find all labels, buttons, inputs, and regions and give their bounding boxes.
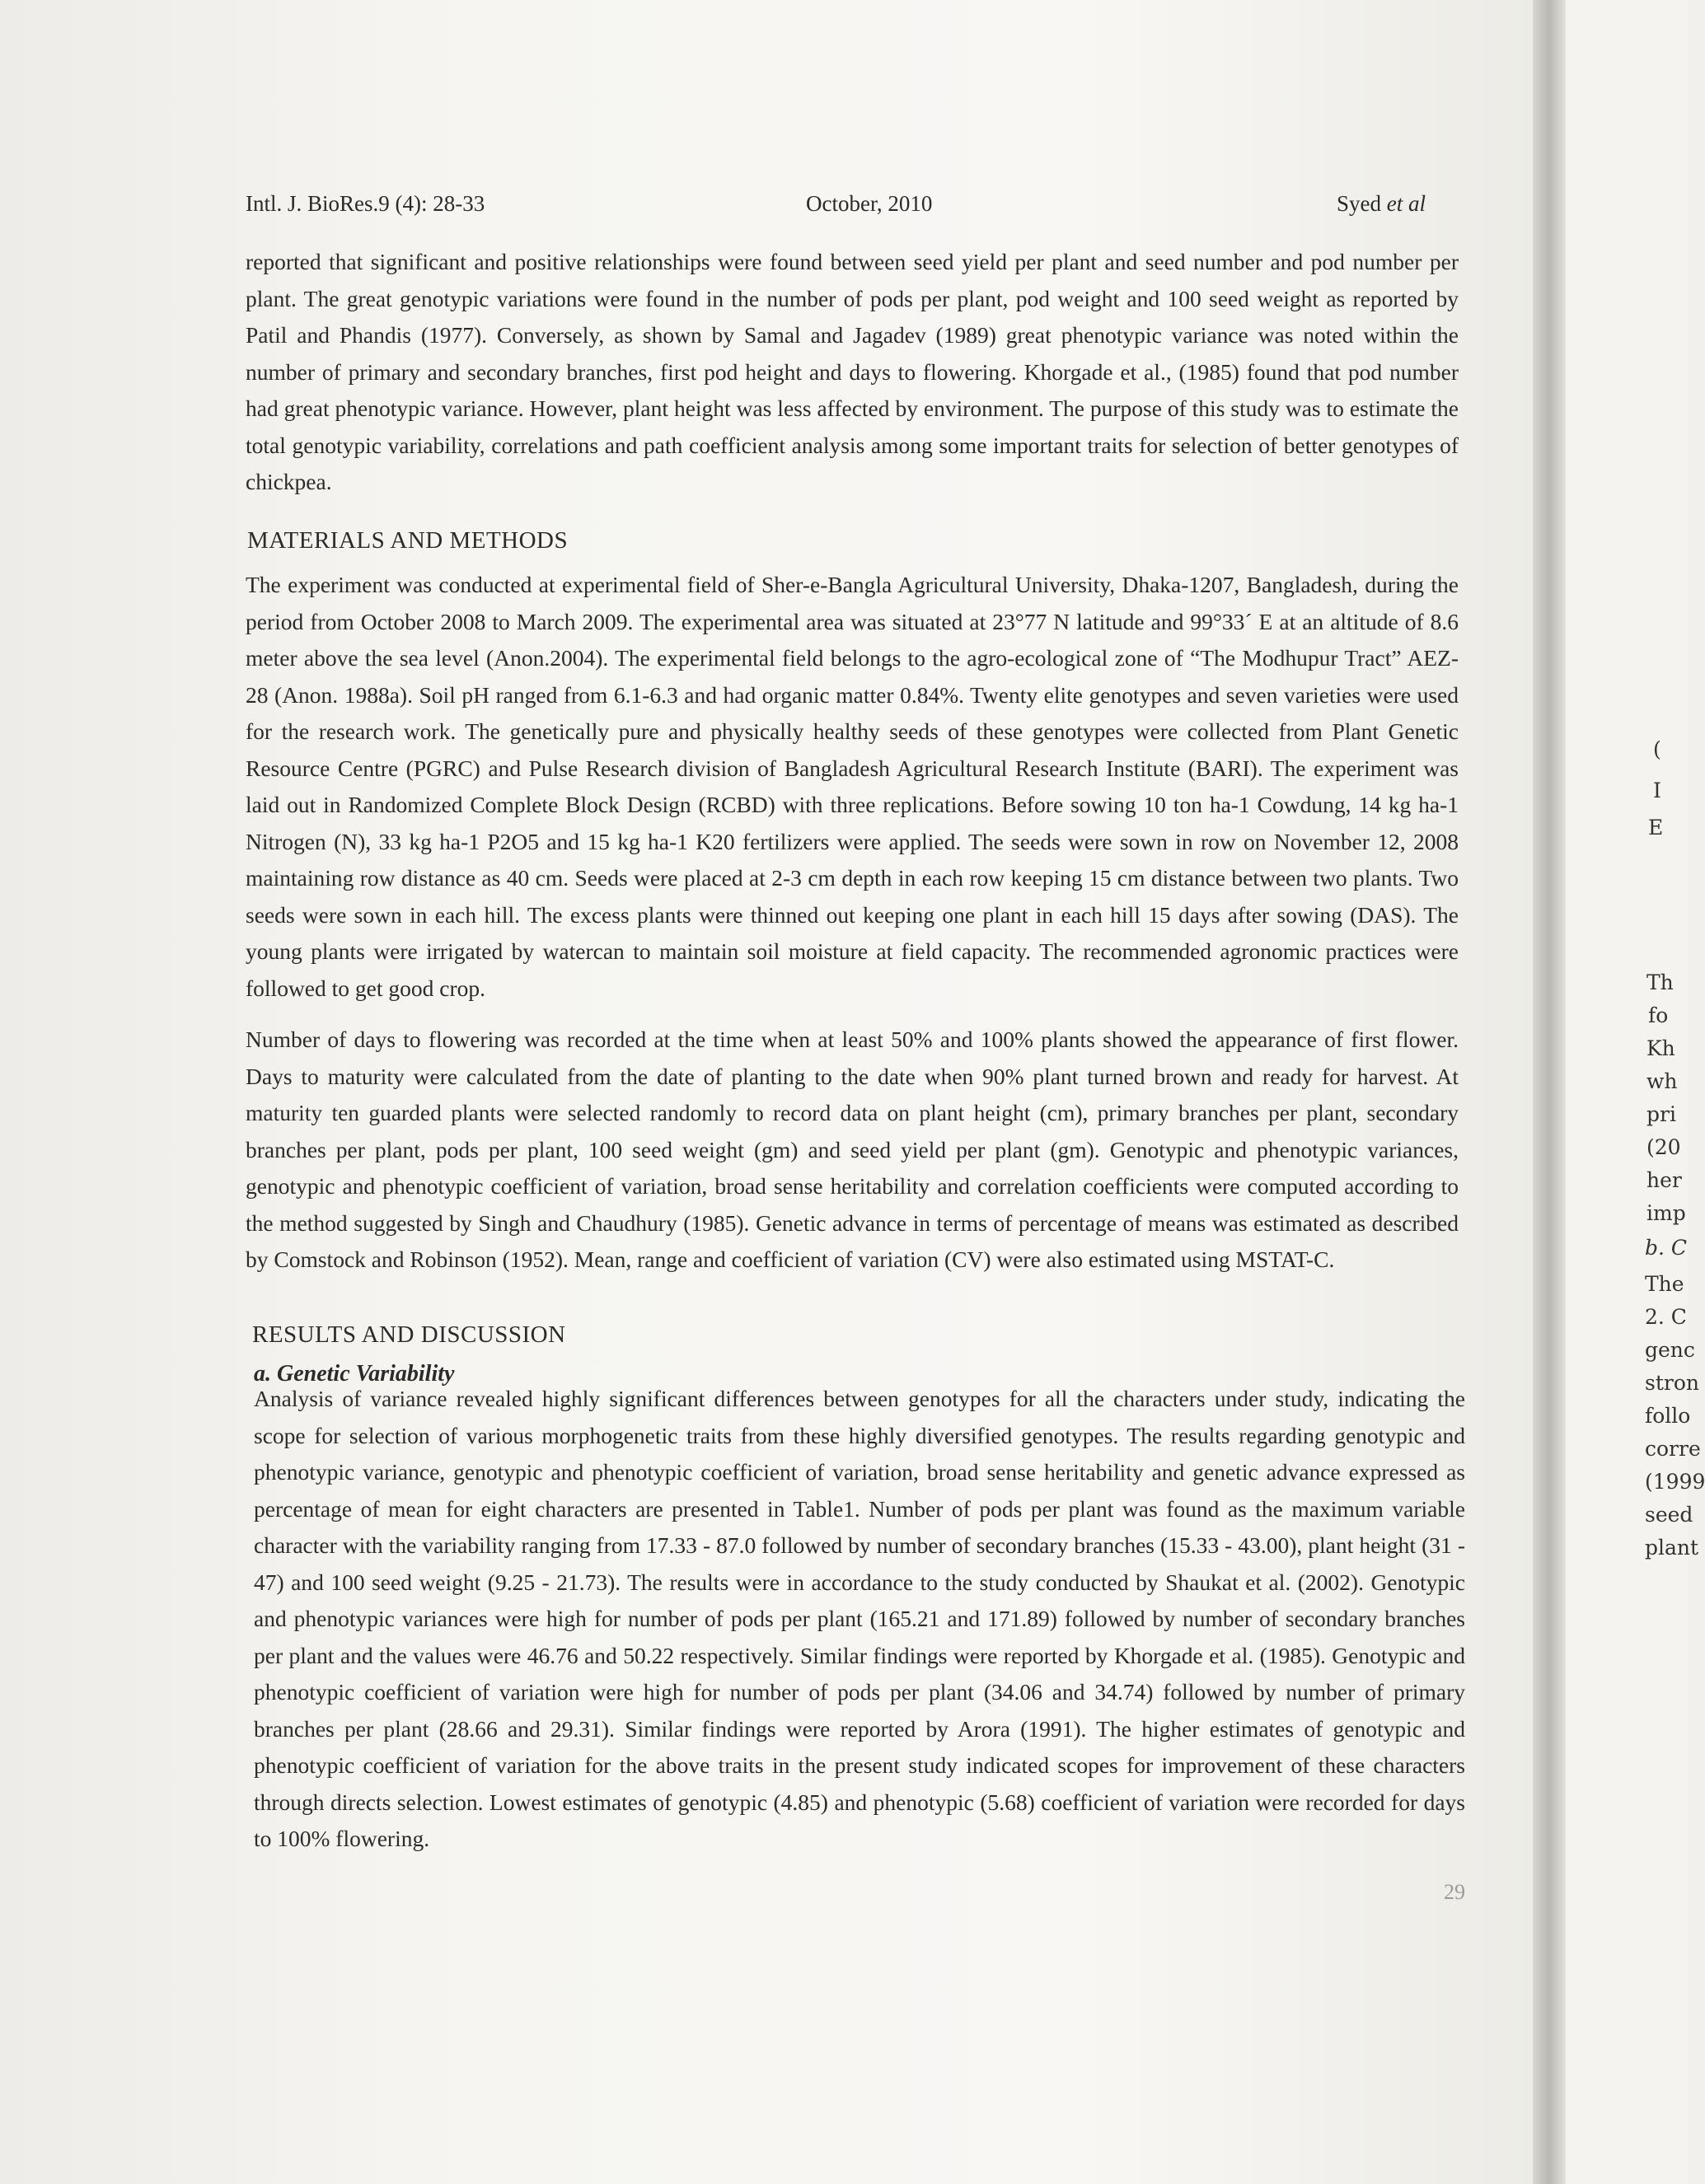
- next-page-fragment: (: [1653, 737, 1661, 761]
- author-etal: et al: [1386, 191, 1426, 216]
- next-page-edge: [1566, 0, 1705, 2184]
- next-page-fragment: Kh: [1646, 1036, 1675, 1060]
- results-paragraph-block: [254, 1381, 1465, 1858]
- running-head: [246, 191, 1426, 224]
- next-page-fragment: genc: [1645, 1338, 1695, 1362]
- next-page-fragment: imp: [1646, 1201, 1686, 1225]
- intro-paragraph-block: [246, 244, 1459, 501]
- methods-paragraph-2-block: [246, 1022, 1459, 1279]
- methods-paragraph-1: The experiment was conducted at experimental field of Sher-e-Bangla Agricultural University, Dhaka-1207, Bangladesh, during the period from October 2008 to March 2009. The experimental area was situated at 23°77 N latitude and 99°33´ E at an altitude of 8.6 meter above the sea level (Anon.2004). The experimental field belongs to the agro-ecological zone of “The Modhupur Tract” AEZ-28 (Anon. 1988a). Soil pH ranged from 6.1-6.3 and had organic matter 0.84%. Twenty elite genotypes and seven varieties were used for the research work. The genetically pure and physically healthy seeds of these genotypes were collected from Plant Genetic Resource Centre (PGRC) and Pulse Research division of Bangladesh Agricultural Research Institute (BARI). The experiment was laid out in Randomized Complete Block Design (RCBD) with three replications. Before sowing 10 ton ha-1 Cowdung, 14 kg ha-1 Nitrogen (N), 33 kg ha-1 P2O5 and 15 kg ha-1 K20 fertilizers were applied. The seeds were sown in row on November 12, 2008 maintaining row distance as 40 cm. Seeds were placed at 2-3 cm depth in each row keeping 15 cm distance between two plants. Two seeds were sown in each hill. The excess plants were thinned out keeping one plant in each hill 15 days after sowing (DAS). The young plants were irrigated by watercan to maintain soil moisture at field capacity. The recommended agronomic practices were followed to get good crop.: [246, 572, 1459, 1001]
- next-page-fragment: pri: [1646, 1102, 1676, 1126]
- intro-paragraph: reported that significant and positive relationships were found between seed yield per plant and seed number and pod number per plant. The great genotypic variations were found in the number of pods per plant, pod weight and 100 seed weight as reported by Patil and Phandis (1977). Conversely, as shown by Samal and Jagadev (1989) great phenotypic variance was noted within the number of primary and secondary branches, first pod height and days to flowering. Khorgade et al., (1985) found that pod number had great phenotypic variance. However, plant height was less affected by environment. The purpose of this study was to estimate the total genotypic variability, correlations and path coefficient analysis among some important traits for selection of better genotypes of chickpea.: [246, 249, 1459, 494]
- next-page-fragment: wh: [1646, 1069, 1678, 1093]
- next-page-fragment: fo: [1648, 1003, 1669, 1027]
- next-page-fragment: stron: [1645, 1371, 1699, 1395]
- page-number: 29: [1444, 1880, 1465, 1904]
- next-page-fragment: E: [1648, 816, 1664, 839]
- next-page-fragment: follo: [1645, 1404, 1691, 1428]
- next-page-fragment: corre: [1645, 1437, 1701, 1461]
- next-page-fragment: her: [1646, 1168, 1682, 1192]
- methods-heading: MATERIALS AND METHODS: [247, 527, 569, 554]
- results-paragraph-1: Analysis of variance revealed highly significant differences between genotypes for all the characters under study, indicating the scope for selection of various morphogenetic traits from these highly diversified genotypes. The results regarding genotypic and phenotypic variance, genotypic and phenotypic coefficient of variation, broad sense heritability and genetic advance expressed as percentage of mean for eight characters are presented in Table1. Number of pods per plant was found as the maximum variable character with the variability ranging from 17.33 - 87.0 followed by number of secondary branches (15.33 - 43.00), plant height (31 - 47) and 100 seed weight (9.25 - 21.73). The results were in accordance to the study conducted by Shaukat et al. (2002). Genotypic and phenotypic variances were high for number of pods per plant (165.21 and 171.89) followed by number of secondary branches per plant and the values were 46.76 and 50.22 respectively. Similar findings were reported by Khorgade et al. (1985). Genotypic and phenotypic coefficient of variation were high for number of pods per plant (34.06 and 34.74) followed by number of primary branches per plant (28.66 and 29.31). Similar findings were reported by Arora (1991). The higher estimates of genotypic and phenotypic coefficient of variation for the above traits in the present study indicated scopes for improvement of these characters through directs selection. Lowest estimates of genotypic (4.85) and phenotypic (5.68) coefficient of variation were recorded for days to 100% flowering.: [254, 1386, 1465, 1851]
- book-spine: [1533, 0, 1566, 2184]
- author-name: Syed: [1337, 191, 1387, 216]
- author-credit: [1337, 191, 1426, 217]
- next-page-fragment: (20: [1646, 1135, 1681, 1159]
- results-heading: RESULTS AND DISCUSSION: [252, 1321, 566, 1348]
- next-page-fragment: 2. C: [1645, 1305, 1687, 1329]
- next-page-fragment: The: [1645, 1272, 1684, 1296]
- next-page-fragment: b. C: [1645, 1236, 1688, 1260]
- next-page-fragment: plant: [1645, 1536, 1699, 1560]
- journal-citation: Intl. J. BioRes.9 (4): 28-33: [246, 191, 485, 216]
- next-page-fragment: I: [1653, 779, 1661, 802]
- methods-paragraph-2: Number of days to flowering was recorded at the time when at least 50% and 100% plants showed the appearance of first flower. Days to maturity were calculated from the date of planting to the date when 90% plant turned brown and ready for harvest. At maturity ten guarded plants were selected randomly to record data on plant height (cm), primary branches per plant, secondary branches per plant, pods per plant, 100 seed weight (gm) and seed yield per plant (gm). Genotypic and phenotypic variances, genotypic and phenotypic coefficient of variation, broad sense heritability and correlation coefficients were computed according to the method suggested by Singh and Chaudhury (1985). Genetic advance in terms of percentage of means was estimated as described by Comstock and Robinson (1952). Mean, range and coefficient of variation (CV) were also estimated using MSTAT-C.: [246, 1027, 1459, 1272]
- methods-paragraph-1-block: [246, 567, 1459, 1007]
- next-page-fragment: Th: [1646, 970, 1674, 994]
- next-page-fragment: seed: [1645, 1503, 1693, 1527]
- issue-date: October, 2010: [806, 191, 933, 216]
- next-page-fragment: (1999: [1645, 1470, 1705, 1494]
- genetic-variability-subheading: a. Genetic Variability: [254, 1361, 455, 1387]
